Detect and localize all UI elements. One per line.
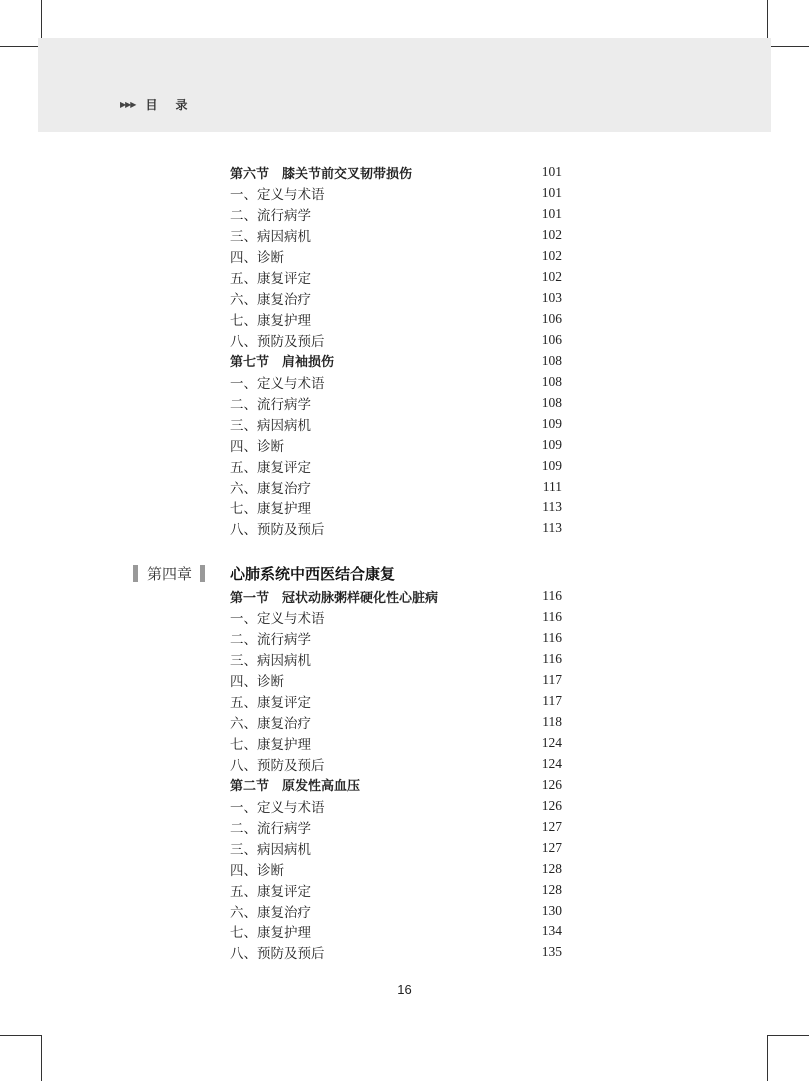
toc-entry-label: 四、诊断	[230, 862, 284, 879]
toc-entry[interactable]	[230, 900, 562, 921]
triangle-arrows-icon: ▶▶▶	[120, 100, 136, 109]
chapter-heading	[133, 562, 563, 584]
toc-entry-page: 103	[541, 290, 562, 306]
toc-entry-page: 113	[542, 520, 562, 536]
toc-entry-page: 108	[541, 373, 562, 389]
toc-entry[interactable]	[230, 288, 562, 309]
toc-entry-page: 102	[541, 227, 562, 243]
toc-entry-page: 102	[541, 269, 562, 285]
toc-entry-label: 一、定义与术语	[230, 611, 325, 628]
toc-entry-page: 111	[542, 478, 562, 494]
toc-entry-page: 101	[541, 185, 562, 201]
toc-entry-label: 二、流行病学	[230, 208, 311, 225]
chapter-bar-right	[200, 565, 205, 582]
toc-entry-page: 126	[541, 797, 562, 813]
toc-entry[interactable]	[230, 712, 562, 733]
toc-entry-page: 127	[541, 818, 562, 834]
toc-entry[interactable]	[230, 413, 562, 434]
chapter-title: 心肺系统中西医结合康复	[230, 564, 396, 583]
toc-entry[interactable]	[230, 879, 562, 900]
toc-entry-page: 109	[541, 457, 562, 473]
toc-entry[interactable]	[230, 607, 562, 628]
header-band	[38, 38, 771, 132]
toc-entry-page: 117	[542, 693, 562, 709]
toc-entry-page: 101	[541, 164, 562, 180]
toc-entry-page: 109	[541, 415, 562, 431]
crop-mark	[0, 1035, 41, 1036]
toc-section-entry[interactable]	[230, 162, 562, 183]
toc-entry-page: 128	[541, 881, 562, 897]
toc-entry[interactable]	[230, 309, 562, 330]
toc-entry[interactable]	[230, 942, 562, 963]
toc-entry-label: 七、康复护理	[230, 501, 311, 518]
toc-entry-label: 一、定义与术语	[230, 375, 325, 392]
toc-entry-label: 八、预防及预后	[230, 522, 325, 539]
toc-entry-label: 七、康复护理	[230, 313, 311, 330]
toc-entry-page: 116	[542, 609, 562, 625]
toc-entry-page: 116	[542, 630, 562, 646]
toc-entry-page: 109	[541, 436, 562, 452]
toc-section-entry[interactable]	[230, 774, 562, 795]
toc-section-entry[interactable]	[230, 586, 562, 607]
toc-entry-page: 117	[542, 672, 562, 688]
toc-entry-label: 四、诊断	[230, 438, 284, 455]
toc-entry-label: 二、流行病学	[230, 396, 311, 413]
toc-entry[interactable]	[230, 434, 562, 455]
toc-entry-page: 127	[541, 839, 562, 855]
crop-mark	[768, 46, 809, 47]
toc-entry[interactable]	[230, 204, 562, 225]
chapter-number: 第四章	[147, 564, 193, 583]
toc-entry-page: 124	[541, 755, 562, 771]
crop-mark	[767, 1035, 768, 1081]
toc-entry[interactable]	[230, 225, 562, 246]
toc-entry[interactable]	[230, 497, 562, 518]
toc-entry-label: 六、康复治疗	[230, 904, 311, 921]
toc-entry[interactable]	[230, 795, 562, 816]
toc-entry-label: 第二节 原发性高血压	[230, 779, 361, 795]
toc-entry[interactable]	[230, 754, 562, 775]
toc-entry-page: 130	[541, 902, 562, 918]
toc-entry-label: 六、康复治疗	[230, 716, 311, 733]
chapter-bar-left	[133, 565, 138, 582]
toc-entry-page: 135	[541, 944, 562, 960]
toc-entry[interactable]	[230, 816, 562, 837]
toc-entry-page: 106	[541, 311, 562, 327]
toc-entry-page: 113	[542, 499, 562, 515]
toc-entry[interactable]	[230, 518, 562, 539]
toc-entry[interactable]	[230, 246, 562, 267]
toc-entry[interactable]	[230, 691, 562, 712]
toc-entry-label: 七、康复护理	[230, 737, 311, 754]
toc-entry-page: 124	[541, 735, 562, 751]
toc-entry-label: 一、定义与术语	[230, 187, 325, 204]
toc-entry-page: 134	[541, 923, 562, 939]
page-number: 16	[397, 982, 412, 997]
crop-mark	[41, 1035, 42, 1081]
toc-entry-label: 八、预防及预后	[230, 946, 325, 963]
header-title: 目录	[145, 98, 206, 112]
toc-entry-page: 106	[541, 331, 562, 347]
toc-section-entry[interactable]	[230, 350, 562, 371]
toc-entry-label: 五、康复评定	[230, 271, 311, 288]
toc-entry-label: 三、病因病机	[230, 417, 311, 434]
toc-entry-label: 三、病因病机	[230, 841, 311, 858]
toc-entry-label: 四、诊断	[230, 674, 284, 691]
toc-entry-label: 五、康复评定	[230, 459, 311, 476]
toc-entry[interactable]	[230, 628, 562, 649]
toc-entry-label: 八、预防及预后	[230, 757, 325, 774]
toc-entry-page: 102	[541, 248, 562, 264]
toc-entry-page: 116	[542, 588, 562, 604]
toc-entry[interactable]	[230, 371, 562, 392]
toc-entry-label: 六、康复治疗	[230, 480, 311, 497]
toc-entry[interactable]	[230, 921, 562, 942]
toc-entry-label: 二、流行病学	[230, 820, 311, 837]
running-header	[120, 96, 205, 113]
toc-entry-label: 七、康复护理	[230, 925, 311, 942]
toc-entry[interactable]	[230, 455, 562, 476]
toc-entry-page: 128	[541, 860, 562, 876]
toc-block-chapter-3	[230, 162, 562, 539]
toc-entry[interactable]	[230, 330, 562, 351]
toc-entry-label: 一、定义与术语	[230, 799, 325, 816]
toc-entry[interactable]	[230, 649, 562, 670]
toc-entry-page: 118	[542, 714, 562, 730]
toc-entry-label: 四、诊断	[230, 250, 284, 267]
toc-entry[interactable]	[230, 267, 562, 288]
toc-entry-label: 三、病因病机	[230, 229, 311, 246]
toc-entry-page: 116	[542, 651, 562, 667]
crop-mark	[768, 1035, 809, 1036]
toc-entry[interactable]	[230, 476, 562, 497]
toc-entry-page: 126	[541, 776, 562, 792]
toc-entry[interactable]	[230, 837, 562, 858]
toc-entry[interactable]	[230, 183, 562, 204]
toc-entry-label: 第一节 冠状动脉粥样硬化性心脏病	[230, 590, 439, 606]
toc-entry-label: 六、康复治疗	[230, 292, 311, 309]
toc-entry-label: 八、预防及预后	[230, 333, 325, 350]
toc-entry-label: 三、病因病机	[230, 653, 311, 670]
toc-block-chapter-4	[230, 586, 562, 963]
toc-entry-label: 五、康复评定	[230, 695, 311, 712]
toc-entry-page: 108	[541, 394, 562, 410]
crop-mark	[0, 46, 41, 47]
toc-entry[interactable]	[230, 733, 562, 754]
toc-entry-label: 五、康复评定	[230, 883, 311, 900]
toc-entry[interactable]	[230, 392, 562, 413]
toc-entry-page: 108	[541, 352, 562, 368]
toc-entry[interactable]	[230, 858, 562, 879]
toc-entry[interactable]	[230, 670, 562, 691]
toc-entry-label: 第七节 肩袖损伤	[230, 355, 335, 371]
toc-entry-page: 101	[541, 206, 562, 222]
toc-entry-label: 二、流行病学	[230, 632, 311, 649]
toc-entry-label: 第六节 膝关节前交叉韧带损伤	[230, 166, 413, 182]
